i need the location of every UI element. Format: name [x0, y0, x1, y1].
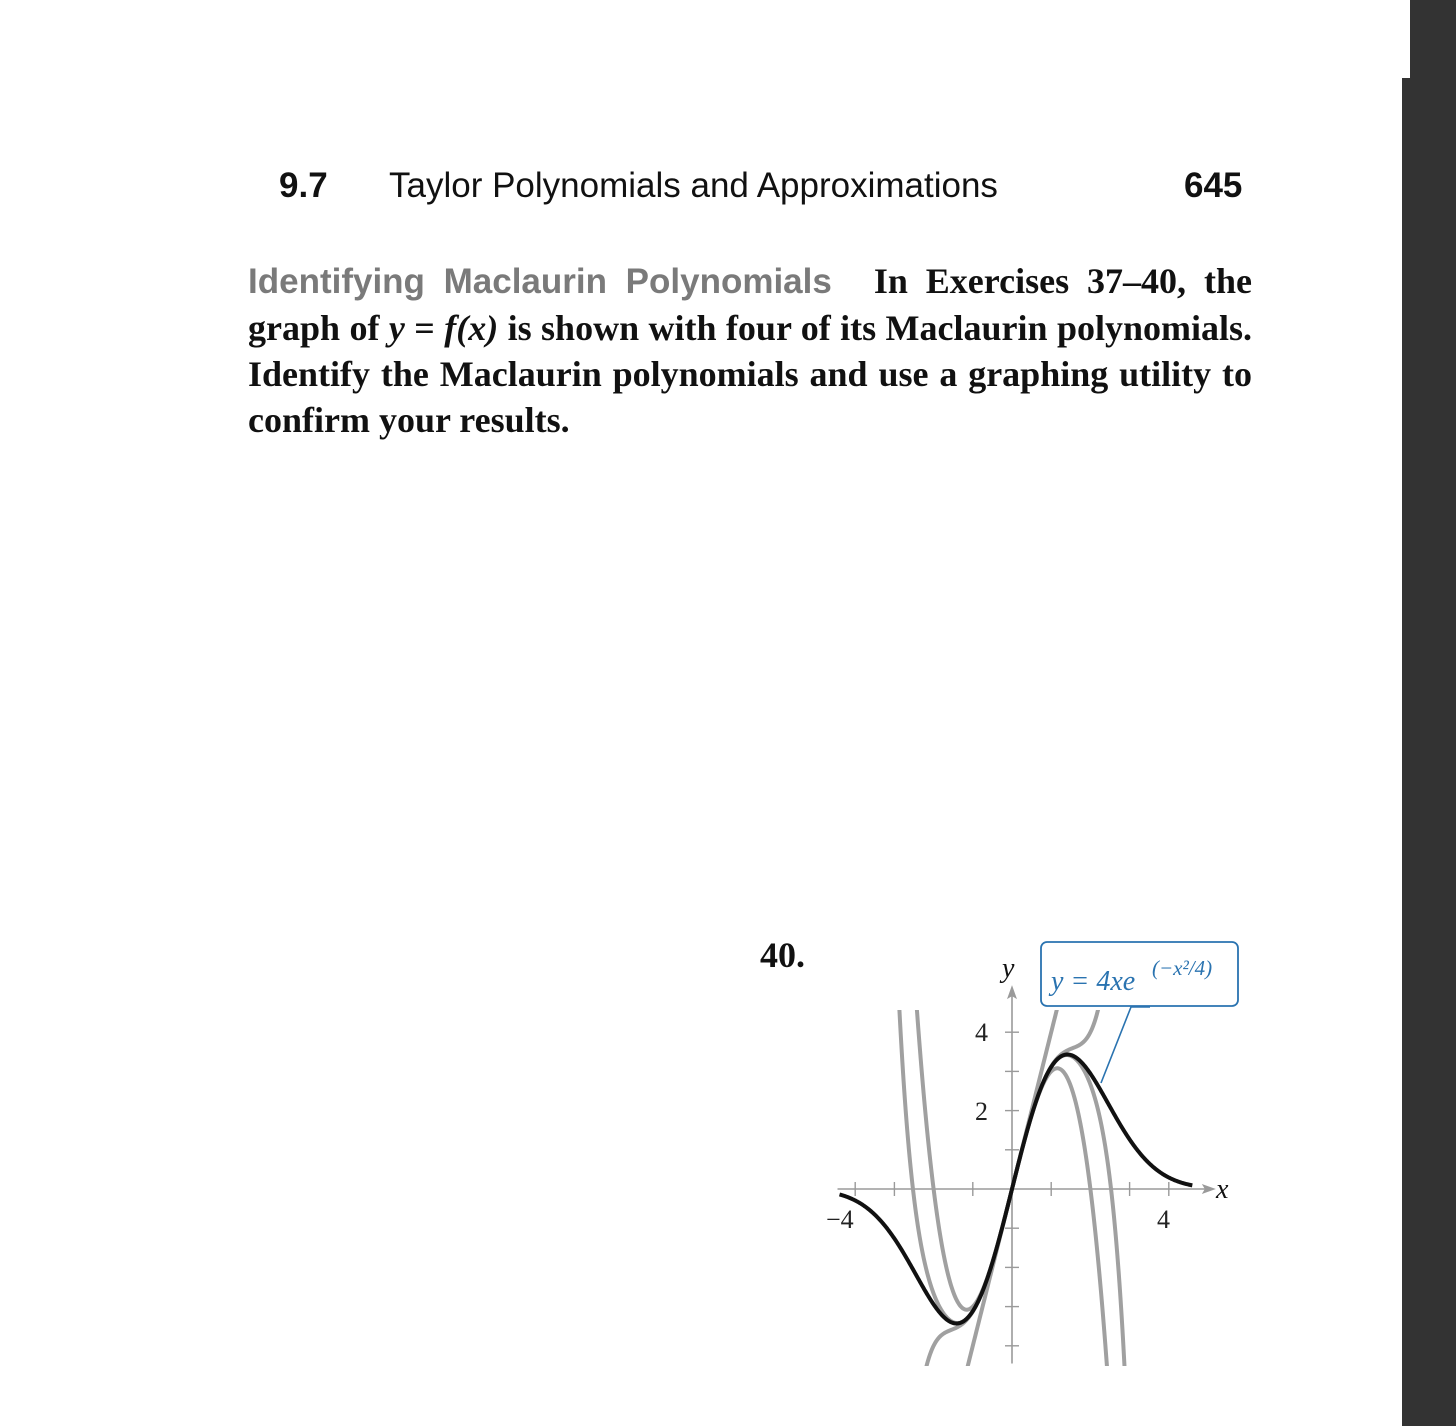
- exercise-number: 40.: [760, 935, 805, 975]
- maclaurin-poly-p5: [840, 0, 1193, 1426]
- callout-pointer: [1101, 1007, 1150, 1083]
- y-tick-label-2: 2: [975, 1097, 988, 1126]
- section-title: Taylor Polynomials and Approximations: [389, 166, 998, 205]
- callout-exponent: (−x²/4): [1152, 956, 1213, 980]
- section-number: 9.7: [279, 166, 328, 205]
- eq-equals: =: [404, 308, 445, 348]
- x-tick-label-neg4: −4: [826, 1205, 854, 1234]
- instructions-text-after: is shown with four of its Maclaurin polynomials. Identify the Maclaurin polynomials and use a graphing utility to confirm your results.: [248, 308, 1252, 440]
- y-axis-label: y: [1002, 953, 1015, 984]
- callout-lhs: [1048, 966, 1135, 997]
- axes-group: [838, 985, 1216, 1363]
- eq-y: y: [388, 308, 405, 348]
- maclaurin-poly-p7: [840, 0, 1193, 1426]
- y-tick-label-4: 4: [975, 1018, 988, 1047]
- instructions-text-before: In Exercises 37–40, the graph of: [248, 261, 1252, 348]
- instructions-lead: Identifying Maclaurin Polynomials: [248, 262, 832, 301]
- function-callout: [1041, 942, 1238, 1083]
- callout-equation: y = 4xe: [1051, 966, 1136, 997]
- page-number: 645: [1184, 166, 1243, 205]
- x-tick-label-4: 4: [1157, 1205, 1170, 1234]
- maclaurin-poly-p3: [840, 0, 1193, 1426]
- curves-group: [840, 0, 1193, 1426]
- eq-x: (x): [456, 308, 499, 348]
- eq-f: f: [444, 308, 457, 348]
- x-axis-label: x: [1216, 1174, 1229, 1205]
